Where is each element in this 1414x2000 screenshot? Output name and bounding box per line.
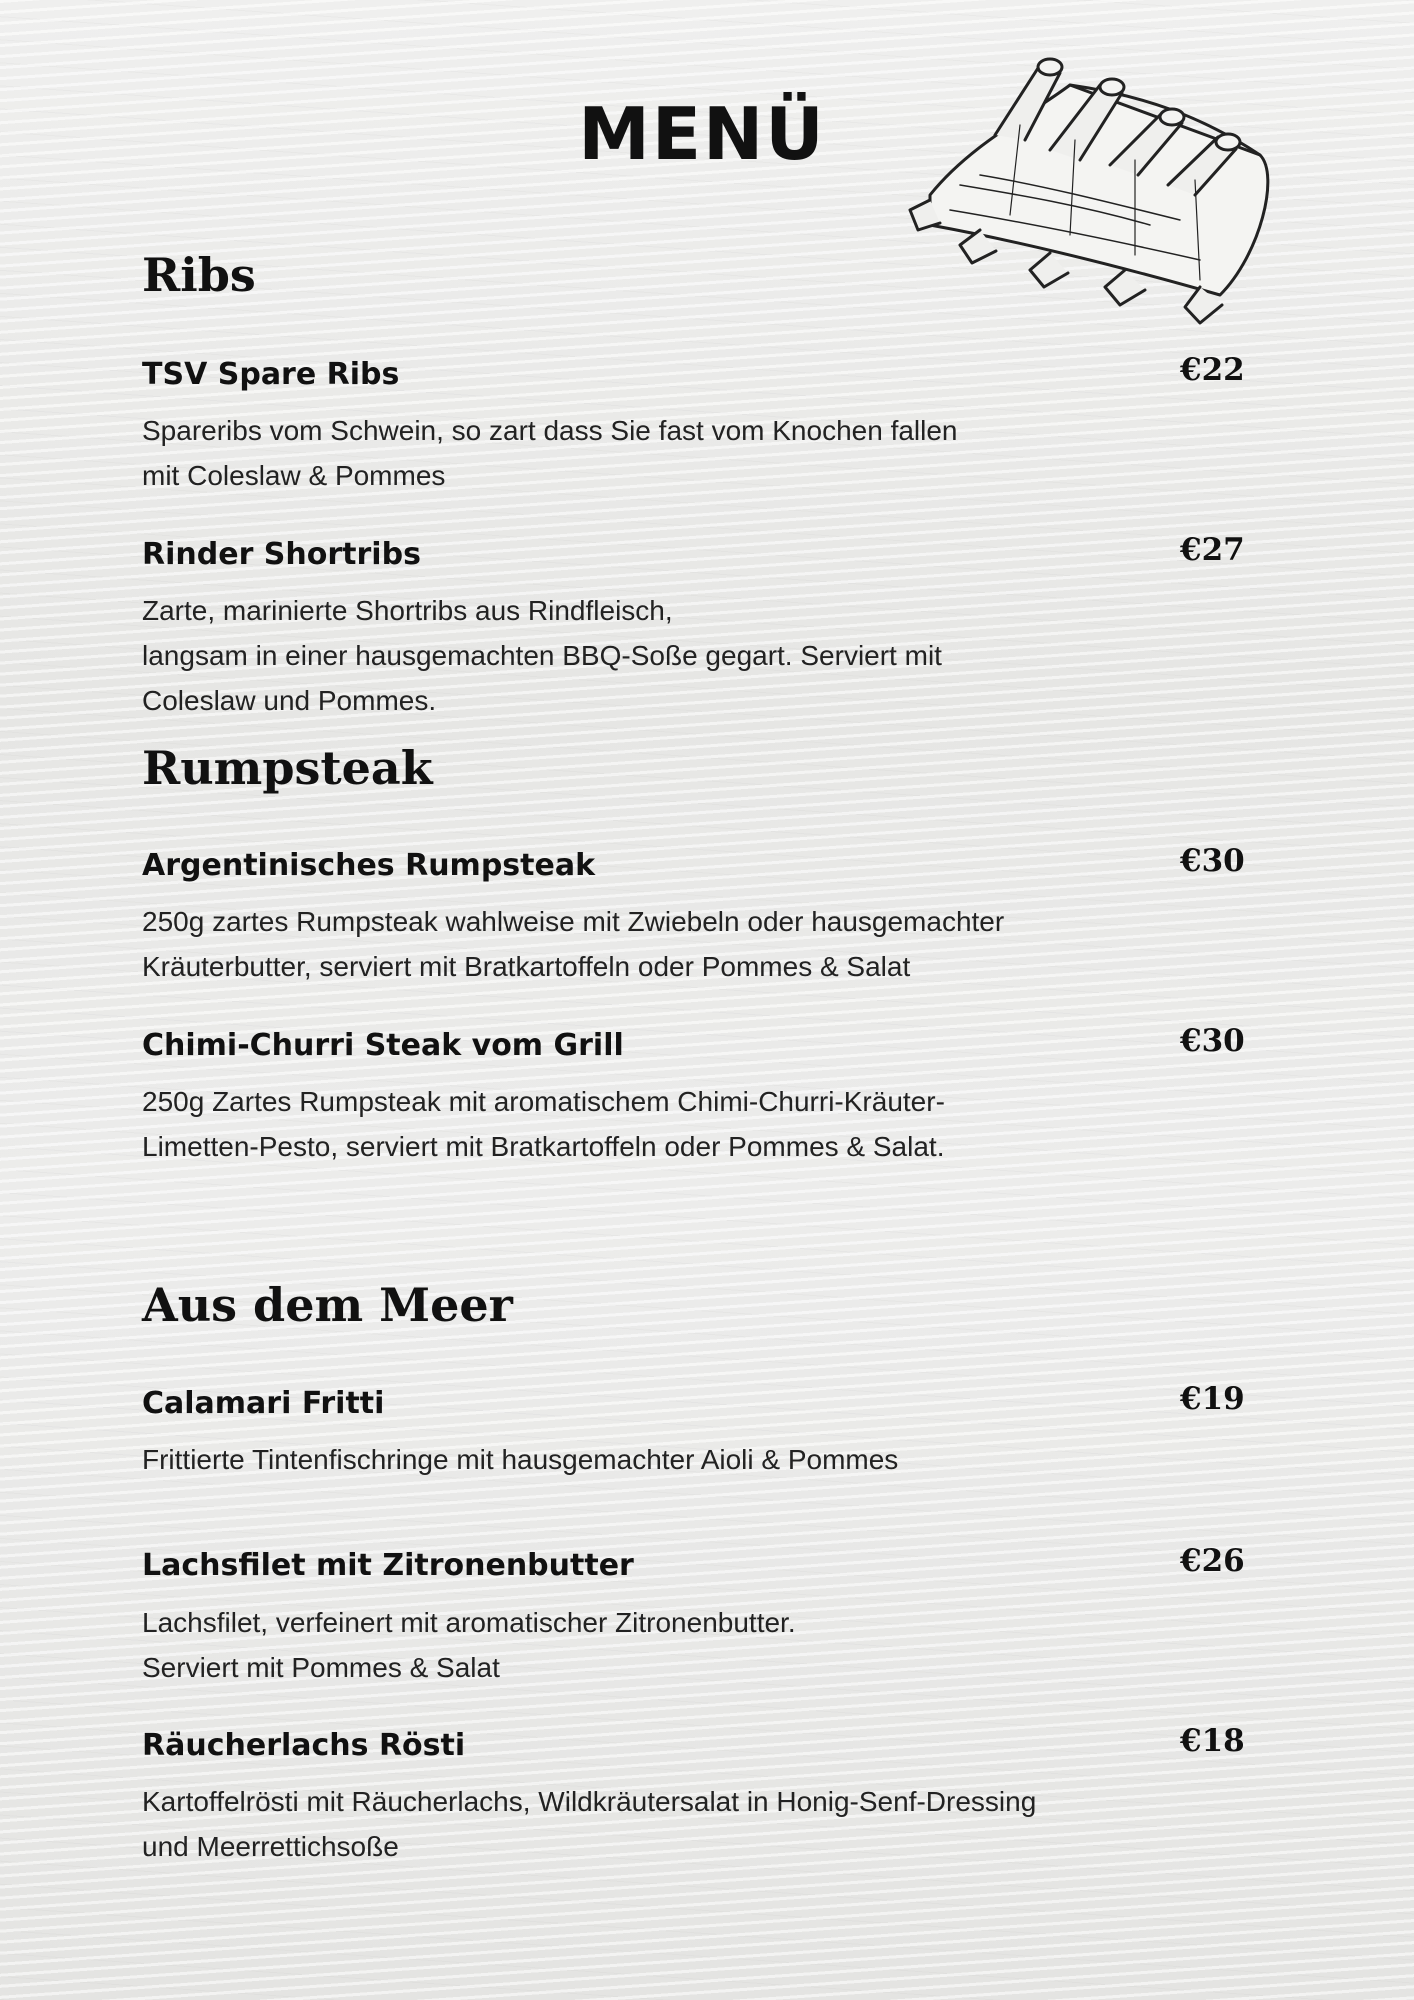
item-name: Chimi-Churri Steak vom Grill <box>142 1028 624 1063</box>
description-line: Frittierte Tintenfischringe mit hausgemachter Aioli & Pommes <box>142 1444 899 1475</box>
item-price: €18 <box>1180 1723 1245 1759</box>
item-price: €30 <box>1180 1023 1245 1059</box>
item-description <box>142 588 942 723</box>
item-description <box>142 1437 898 1482</box>
description-line: Kräuterbutter, serviert mit Bratkartoffeln oder Pommes & Salat <box>142 951 911 982</box>
section-title-rumpsteak: Rumpsteak <box>142 741 433 795</box>
item-name: Lachsfilet mit Zitronenbutter <box>142 1548 634 1583</box>
item-price: €22 <box>1180 352 1245 388</box>
item-name: Räucherlachs Rösti <box>142 1728 466 1763</box>
description-line: Spareribs vom Schwein, so zart dass Sie fast vom Knochen fallen <box>142 415 958 446</box>
section-title-aus-dem-meer: Aus dem Meer <box>142 1278 513 1332</box>
item-name: Calamari Fritti <box>142 1386 385 1421</box>
item-description <box>142 899 1004 989</box>
description-line: 250g Zartes Rumpsteak mit aromatischem Chimi-Churri-Kräuter- <box>142 1086 945 1117</box>
item-name: TSV Spare Ribs <box>142 357 400 392</box>
description-line: und Meerrettichsoße <box>142 1831 399 1862</box>
description-line: mit Coleslaw & Pommes <box>142 460 446 491</box>
section-title-ribs: Ribs <box>142 248 256 302</box>
item-name: Argentinisches Rumpsteak <box>142 848 596 883</box>
item-name: Rinder Shortribs <box>142 537 421 572</box>
page-title: MENÜ <box>578 92 826 176</box>
description-line: Limetten-Pesto, serviert mit Bratkartoffeln oder Pommes & Salat. <box>142 1131 945 1162</box>
ribs-illustration-icon <box>900 25 1340 345</box>
description-line: Serviert mit Pommes & Salat <box>142 1652 500 1683</box>
description-line: 250g zartes Rumpsteak wahlweise mit Zwiebeln oder hausgemachter <box>142 906 1005 937</box>
item-description <box>142 408 958 498</box>
description-line: Kartoffelrösti mit Räucherlachs, Wildkräutersalat in Honig-Senf-Dressing <box>142 1786 1037 1817</box>
item-price: €30 <box>1180 843 1245 879</box>
item-price: €19 <box>1180 1381 1245 1417</box>
item-price: €26 <box>1180 1543 1245 1579</box>
item-description <box>142 1779 1036 1869</box>
description-line: langsam in einer hausgemachten BBQ-Soße gegart. Serviert mit <box>142 640 942 671</box>
item-price: €27 <box>1180 532 1245 568</box>
item-description <box>142 1600 796 1690</box>
description-line: Lachsfilet, verfeinert mit aromatischer Zitronenbutter. <box>142 1607 796 1638</box>
description-line: Zarte, marinierte Shortribs aus Rindfleisch, <box>142 595 673 626</box>
item-description <box>142 1079 945 1169</box>
description-line: Coleslaw und Pommes. <box>142 685 437 716</box>
